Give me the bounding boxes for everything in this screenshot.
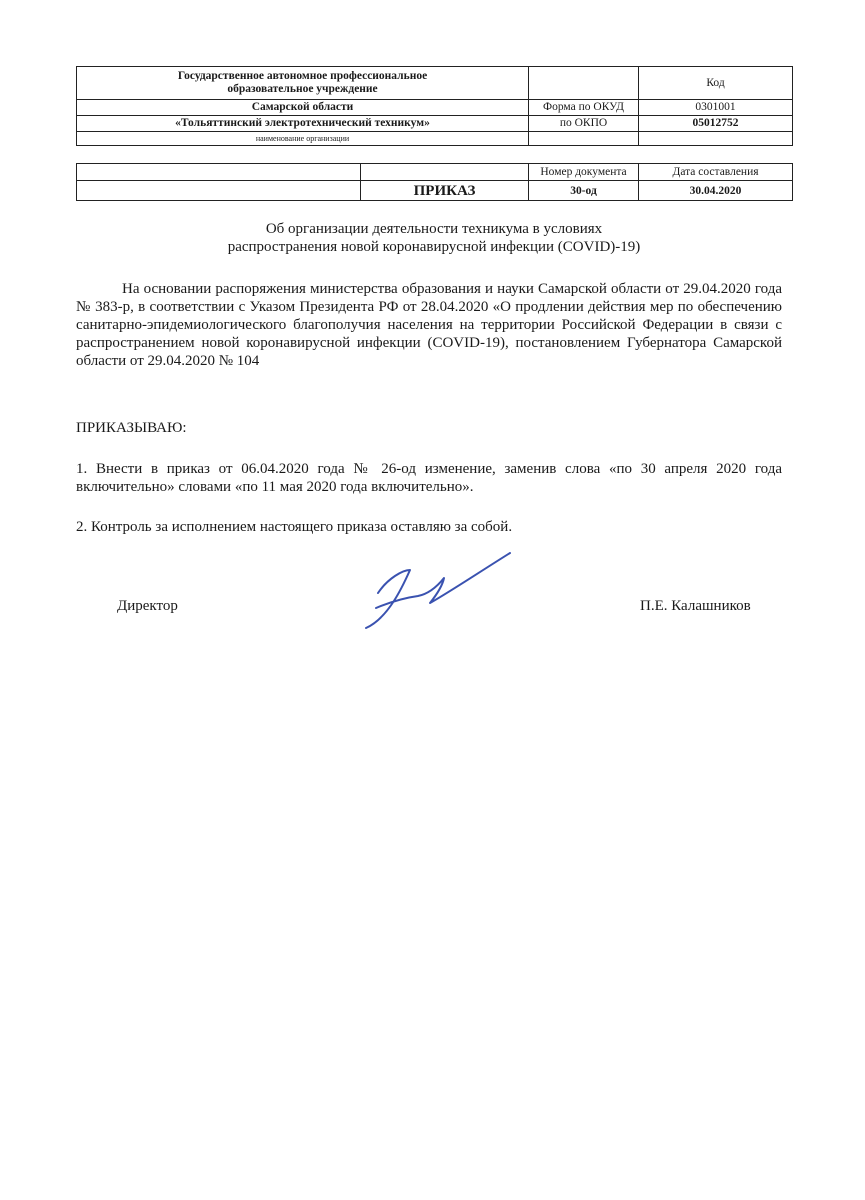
empty-cell (529, 132, 639, 146)
okud-value: 0301001 (639, 100, 793, 116)
doc-number: 30-од (529, 181, 639, 201)
order-item-1: 1. Внести в приказ от 06.04.2020 года № 26-од изменение, заменив слова «по 30 апреля 2020 года включительно» словами «по 11 мая 2020 года включительно». (76, 461, 782, 495)
doc-date: 30.04.2020 (639, 181, 793, 201)
doc-number-label: Номер документа (529, 164, 639, 181)
okpo-label: по ОКПО (529, 116, 639, 132)
doc-date-label: Дата составления (639, 164, 793, 181)
empty-cell (77, 181, 361, 201)
empty-cell (77, 164, 361, 181)
empty-cell (361, 164, 529, 181)
document-info-table (76, 163, 793, 201)
okud-label: Форма по ОКУД (529, 100, 639, 116)
okpo-value: 05012752 (639, 116, 793, 132)
basis-paragraph (76, 280, 782, 370)
basis-text: На основании распоряжения министерства образования и науки Самарской области от 29.04.2020 года № 383-р, в соответствии с Указом Президента РФ от 28.04.2020 «О продлении действия мер по обеспечению санитарно-эпидемиологического благополучия населения на территории Российской Федерации в связи с распространением новой коронавирусной инфекции (COVID-19), постановлением Губернатора Самарской области от 29.04.2020 № 104 (76, 281, 782, 369)
doc-type: ПРИКАЗ (361, 181, 529, 201)
order-word: ПРИКАЗЫВАЮ: (76, 420, 187, 436)
handwritten-signature (358, 548, 518, 638)
signatory-name: П.Е. Калашников (640, 598, 751, 614)
empty-cell (639, 132, 793, 146)
organization-caption: наименование организации (77, 132, 529, 146)
org-line-1: Государственное автономное профессиональное (177, 70, 428, 82)
organization-header-table (76, 66, 793, 146)
org-line-2: образовательное учреждение (227, 83, 378, 95)
signatory-position: Директор (117, 598, 178, 614)
organization-name: «Тольяттинский электротехнический техникум» (77, 116, 529, 132)
code-label: Код (639, 67, 793, 100)
organization-type (77, 67, 529, 100)
order-item-2: 2. Контроль за исполнением настоящего приказа оставляю за собой. (76, 519, 513, 535)
empty-cell (529, 67, 639, 100)
title-line-1: Об организации деятельности техникума в условиях (265, 221, 603, 237)
region: Самарской области (77, 100, 529, 116)
title-line-2: распространения новой коронавирусной инфекции (COVID)-19) (227, 239, 641, 255)
document-title (76, 220, 792, 256)
